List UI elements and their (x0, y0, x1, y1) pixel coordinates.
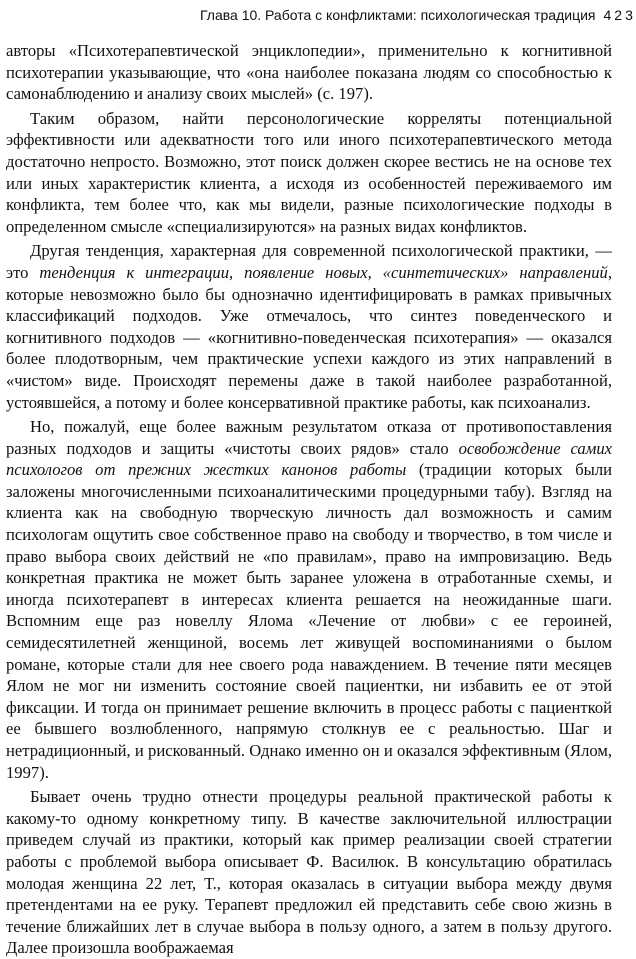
paragraph-text: Но, пожалуй, еще более важным результатом отказа от противопоставления разных подходов и защиты «чистоты своих рядов» стало (6, 417, 612, 458)
paragraph-3 (6, 240, 612, 413)
paragraph-text: , которые невозможно было бы однозначно идентифицировать в рамках привычных классификаций подходов. Уже отмечалось, что синтез поведенческого и когнитивного подходов — «когнитивно-поведенческая психотерапия» — оказался более плодотворным, чем практические успехи каждого из этих направлений в «чистом» виде. Происходят перемены даже в такой наиболее разработанной, устоявшейся, а потому и более консервативной практике работы, как психоанализ. (6, 262, 612, 412)
paragraph-4 (6, 416, 612, 783)
body-text (6, 40, 612, 959)
paragraph-1 (6, 40, 612, 105)
italic-emphasis: тенденция к интеграции, появление новых, «синтетических» направлений (39, 262, 608, 282)
paragraph-text: Другая тенденция, характерная для современной психологической практики, — это (6, 241, 612, 282)
paragraph-text: Бывает очень трудно отнести процедуры реальной практической работы к какому-то одному конкретному типу. В качестве заключительной иллюстрации приведем случай из практики, который как пример реализации своей стратегии работы с проблемой выбора описывает Ф. Василюк. В консультацию обратилась молодая женщина 22 лет, Т., которая оказалась в ситуации выбора между двумя претендентами на ее руку. Терапевт предложил ей представить себе свою жизнь в течение ближайших лет в случае выбора в пользу одного, а затем в пользу другого. Далее произошла воображаемая (6, 787, 612, 958)
chapter-title: Глава 10. Работа с конфликтами: психологическая традиция (200, 7, 596, 23)
paragraph-text: (традиции которых были заложены многочисленными психоаналитическими процедурными табу). Взгляд на клиента как на свободную творческую личность дал возможность и самим психологам ощутить свое собственное право на свободу и творчество, в том числе и право выбора своих действий не «по правилам», право на импровизацию. Ведь конкретная практика не может быть заранее уложена в отработанные схемы, и иногда психотерапевт в интересах клиента решается на неожиданные шаги. Вспомним еще раз новеллу Ялома «Лечение от любви» с ее героиней, семидесятилетней женщиной, восемь лет живущей воспоминаниями о былом романе, которые стали для нее своего рода наваждением. В течение пяти месяцев Ялом не мог ни изменить состояние своей пациентки, ни избавить ее от этой фиксации. И тогда он принимает решение включить в процесс работы с пациенткой ее бывшего возлюбленного, напрямую столкнув ее с реальностью. Шаг и нетрадиционный, и рискованный. Однако именно он и оказался эффективным (Ялом, 1997). (6, 460, 612, 782)
paragraph-text: авторы «Психотерапевтической энциклопедии», применительно к когнитивной психотерапии указывающие, что «она наиболее показана людям со способностью к самонаблюдению и анализу своих мыслей» (с. 197). (6, 41, 612, 104)
page-number: 423 (603, 7, 636, 23)
italic-emphasis: освобождение самих психологов от прежних жестких канонов работы (6, 438, 612, 480)
paragraph-5 (6, 786, 612, 959)
paragraph-2 (6, 108, 612, 238)
running-header (200, 6, 636, 24)
paragraph-text: Таким образом, найти персонологические корреляты потенциальной эффективности или адекватности того или иного психотерапевтического метода достаточно непросто. Возможно, этот поиск должен скорее вестись не на основе тех или иных характеристик клиента, а исходя из особенностей переживаемого им конфликта, тем более что, как мы видели, разные психологические подходы в определенном смысле «специализируются» на разных видах конфликтов. (6, 108, 612, 236)
